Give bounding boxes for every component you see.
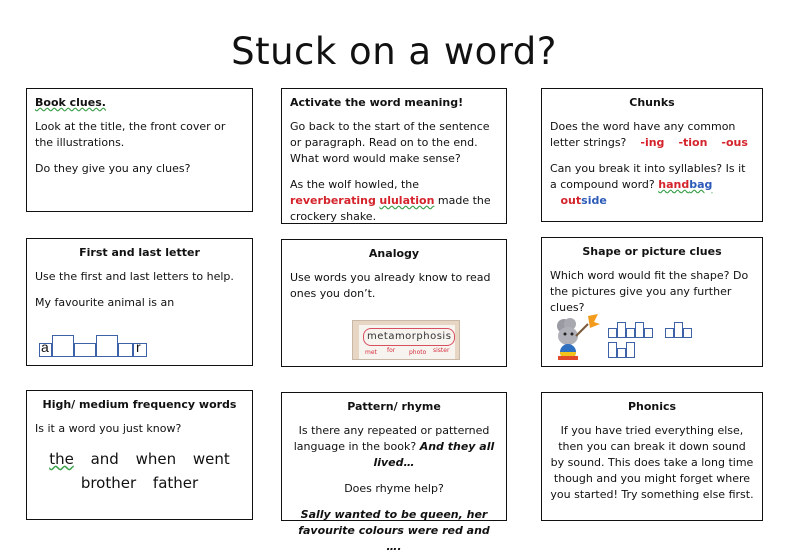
card-shape-picture xyxy=(541,237,763,367)
text-fragment: Does the word have any common letter strings? xyxy=(550,120,736,149)
letter-box xyxy=(644,328,653,338)
card-text xyxy=(550,119,754,151)
rhyme-example: Sally wanted to be queen, her favourite colours were red and …. xyxy=(298,508,490,553)
word-shape-boxes-top xyxy=(608,322,692,338)
card-text: Go back to the start of the sentence or paragraph. Read on to the end. What word would make sense? xyxy=(290,120,490,165)
letter-box xyxy=(118,343,133,357)
letter-string: -ous xyxy=(721,136,748,149)
letter-box xyxy=(626,328,635,338)
card-heading: Chunks xyxy=(629,96,675,109)
card-heading: Shape or picture clues xyxy=(582,245,722,258)
frequency-word: when xyxy=(135,450,177,468)
letter-box xyxy=(52,335,74,357)
letter-box xyxy=(608,342,617,358)
card-text xyxy=(290,177,498,225)
letter-box xyxy=(617,348,626,358)
card-analogy xyxy=(281,239,507,367)
photo-subword: sister xyxy=(433,347,450,354)
compound-part: hand xyxy=(658,178,690,191)
card-text xyxy=(550,161,754,209)
card-heading: Analogy xyxy=(368,247,420,260)
card-text: Use the first and last letters to help. xyxy=(35,270,234,283)
word-shape-boxes-bottom xyxy=(608,342,635,358)
letter-box xyxy=(626,342,635,358)
text-fragment: As the wolf howled, the xyxy=(290,178,420,191)
text-fragment: Is there any repeated or patterned language in the book? xyxy=(293,424,490,453)
letter-box xyxy=(133,339,147,357)
card-book-clues xyxy=(26,88,253,212)
card-heading: Activate the word meaning! xyxy=(290,96,464,109)
card-heading: Phonics xyxy=(627,400,677,413)
card-frequency-words xyxy=(26,390,253,520)
letter-box xyxy=(39,339,52,357)
mouse-picture-icon xyxy=(548,312,604,362)
card-phonics xyxy=(541,392,763,521)
pattern-example: And they all lived… xyxy=(373,440,495,469)
card-text xyxy=(290,423,498,471)
card-text: Which word would fit the shape? Do the pictures give you any further clues? xyxy=(550,269,749,314)
frequency-word-list xyxy=(35,447,244,495)
text-fragment: made the crockery shake. xyxy=(290,194,491,223)
photo-subword: for xyxy=(387,347,396,354)
highlight-word: ululation xyxy=(379,194,435,207)
letter-box xyxy=(96,335,118,357)
letter-string: -tion xyxy=(678,136,708,149)
card-activate-meaning xyxy=(281,88,507,224)
page-title: Stuck on a word? xyxy=(231,30,557,73)
compound-part: side xyxy=(581,194,607,207)
card-text: Do they give you any clues? xyxy=(35,162,191,175)
letter-box xyxy=(74,343,96,357)
letter-box xyxy=(683,328,692,338)
card-text: Use words you already know to read ones you don’t. xyxy=(290,271,491,300)
letter-string: -ing xyxy=(640,136,665,149)
frequency-word: the xyxy=(49,450,74,468)
letter-box xyxy=(635,322,644,338)
card-text: Look at the title, the front cover or the illustrations. xyxy=(35,120,226,149)
photo-word: metamorphosis xyxy=(363,328,455,346)
frequency-word: went xyxy=(192,450,230,468)
word-shape-boxes xyxy=(39,335,147,357)
photo-subword: met xyxy=(365,349,377,356)
card-text: Is it a word you just know? xyxy=(35,422,182,435)
letter-box xyxy=(608,328,617,338)
card-heading: High/ medium frequency words xyxy=(42,398,237,411)
compound-part: bag xyxy=(689,178,713,191)
text-fragment: Can you break it into syllables? Is it a compound word? xyxy=(550,162,746,191)
card-heading: Book clues. xyxy=(35,96,106,109)
card-text: If you have tried everything else, then you can break it down sound by sound. This does take a long time though and you might forget where you started! Try something else first. xyxy=(550,424,754,501)
card-pattern-rhyme xyxy=(281,392,507,553)
last-letter: r xyxy=(136,339,141,355)
frequency-word: and xyxy=(90,450,119,468)
first-letter: a xyxy=(41,339,49,355)
card-heading: First and last letter xyxy=(79,246,200,259)
card-chunks xyxy=(541,88,763,222)
photo-subword: photo xyxy=(409,349,427,356)
letter-box xyxy=(674,322,683,338)
card-text: Does rhyme help? xyxy=(344,482,444,495)
letter-box xyxy=(617,322,626,338)
compound-part: out xyxy=(560,194,582,207)
highlight-word: reverberating xyxy=(290,194,376,207)
card-heading: Pattern/ rhyme xyxy=(347,400,441,413)
frequency-word: brother xyxy=(80,474,137,492)
card-first-last-letter xyxy=(26,238,253,366)
analogy-photo xyxy=(352,320,460,360)
letter-box xyxy=(665,328,674,338)
card-text: My favourite animal is an xyxy=(35,296,175,309)
frequency-word: father xyxy=(152,474,199,492)
